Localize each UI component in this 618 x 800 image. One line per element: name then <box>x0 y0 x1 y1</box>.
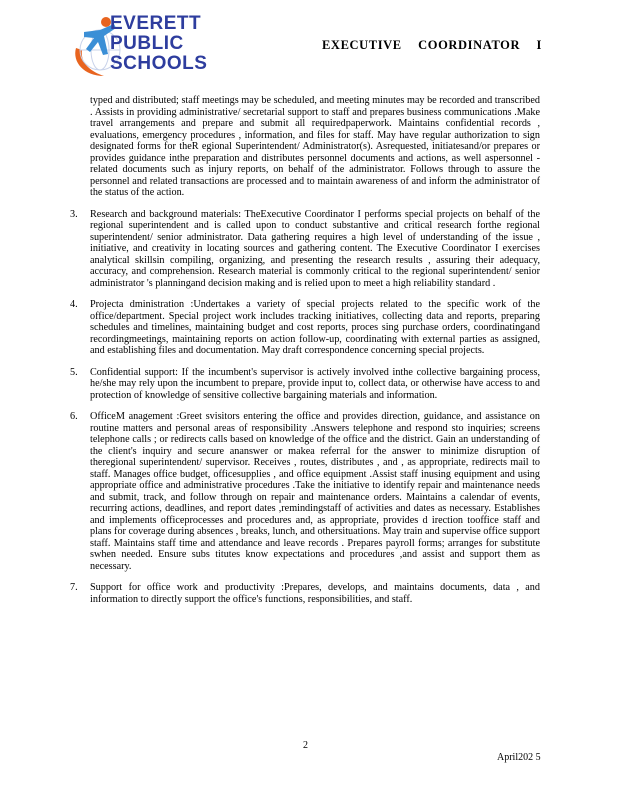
district-logo <box>70 10 240 82</box>
logo-line-3: SCHOOLS <box>110 53 208 74</box>
list-item-6 <box>70 411 540 572</box>
list-item-5 <box>70 367 540 402</box>
document-title <box>322 38 542 53</box>
list-item-4 <box>70 299 540 357</box>
title-word-2: COORDINATOR <box>418 38 521 52</box>
item-number: 7. <box>70 582 78 593</box>
logo-wordmark <box>110 14 207 74</box>
item-text: Projecta dministration :Undertakes a variety of special projects related to the specific work of the office/department. Special project work includes tracking initiatives, collecting data and reports, preparing schedules and timelines, maintaining budget and cost reports, proces sing purchase orders, coordinatingand recordingmeetings, maintaining reports on action follow-up, coordinating with external parties as assigned, and establishing files and documentation. May draft correspondence concerning special projects. <box>90 299 540 356</box>
logo-line-2: PUBLIC <box>110 33 184 54</box>
list-item-3 <box>70 209 540 290</box>
item-text: Research and background materials: TheExecutive Coordinator I performs special projects on behalf of the regional superintendent and is called upon to conduct substantive and critical research forthe regional superintendent/ senior administrator. Data gathering requires a high level of understanding of the issue , initiative, and creativity in locating sources and gathering content. The Executive Coordinator I exercises analytical skillsin compiling, organizing, and presenting the research results , assuring their adequacy, accuracy, and comprehension. Research material is commonly critical to the regional superintendent/ senior administrator 's planningand decision making and is relied upon to meet a high reliability standard . <box>90 208 540 289</box>
logo-swoosh <box>75 48 104 76</box>
title-word-3: I <box>536 38 542 52</box>
document-body <box>70 95 540 605</box>
item-number: 4. <box>70 299 78 310</box>
footer-date: April202 5 <box>497 752 541 763</box>
item-number: 6. <box>70 411 78 422</box>
item-text: Support for office work and productivity :Prepares, develops, and maintains documents, data , and information to directly support the office's functions, responsibilities, and staff. <box>90 582 540 605</box>
item-text: OfficeM anagement :Greet svisitors entering the office and provides direction, guidance, and assistance on routine matters and personal areas of responsibility .Answers telephone and respond sto inquiries; screens telephone calls ; or redirects calls based on knowledge of the office and the district. Gain an understanding of the client's inquiry and secure ananswer or makea referral for the answer to minimize disruption of theregional superintendent/ supervisor. Receives , routes, distributes , and , as appropriate, redirects mail to staff. Manages office budget, officesupplies , and office equipment .Assist staff inusing equipment and using appropriate office and administrative procedures .Take the initiative to identify repair and maintenance needs and submit, track, and follow through on repair and maintenance orders. Maintains a calendar of events, recurring actions, deadlines, and report dates ,remindingstaff of activities and dates as necessary. Establishes and implements officeprocesses and procedures and, as appropriate, provides d irection tooffice staff and plans for coverage during absences , breaks, lunch, and othersituations. May train and supervise office support staff. Maintains staff time and attendance and leave records . Prepares payroll forms; arranges for substitute swhen needed. Ensure subs titutes know expectations and procedures ,and assist and support them as necessary. <box>90 411 540 572</box>
list-item-7 <box>70 582 540 605</box>
item-text: Confidential support: If the incumbent's supervisor is actively involved inthe collective bargaining process, he/she may rely upon the incumbent to prepare, provide input to, collect data, or otherwise have access to and protection of knowledge of sensitive collective bargaining materials and information. <box>90 366 540 401</box>
logo-line-1: EVERETT <box>110 13 202 34</box>
item-number: 3. <box>70 208 78 220</box>
title-word-1: EXECUTIVE <box>322 38 402 52</box>
page-number: 2 <box>303 740 308 751</box>
item-number: 5. <box>70 366 78 378</box>
intro-paragraph: typed and distributed; staff meetings may be scheduled, and meeting minutes may be recorded and transcribed . Assists in providing administrative/ secretarial support to staff and prepares business communications .Make travel arrangements and prepare and submit all requiredpaperwork. Maintains confidential records , evaluations, emergency procedures , information, and files for staff. May have regular authorization to sign designated forms for theR egional Superintendent/ Administrator(s). Asrequested, initiatesand/or prepares or provides guidance inthe preparation and distributes personnel documents and actions, as well aspersonnel -related documents such as injury reports, on behalf of the administrator. Follows through to assure the personnel and related transactions are processed and to maintain awareness of and inform the administrator of the status of the action. <box>90 95 540 198</box>
